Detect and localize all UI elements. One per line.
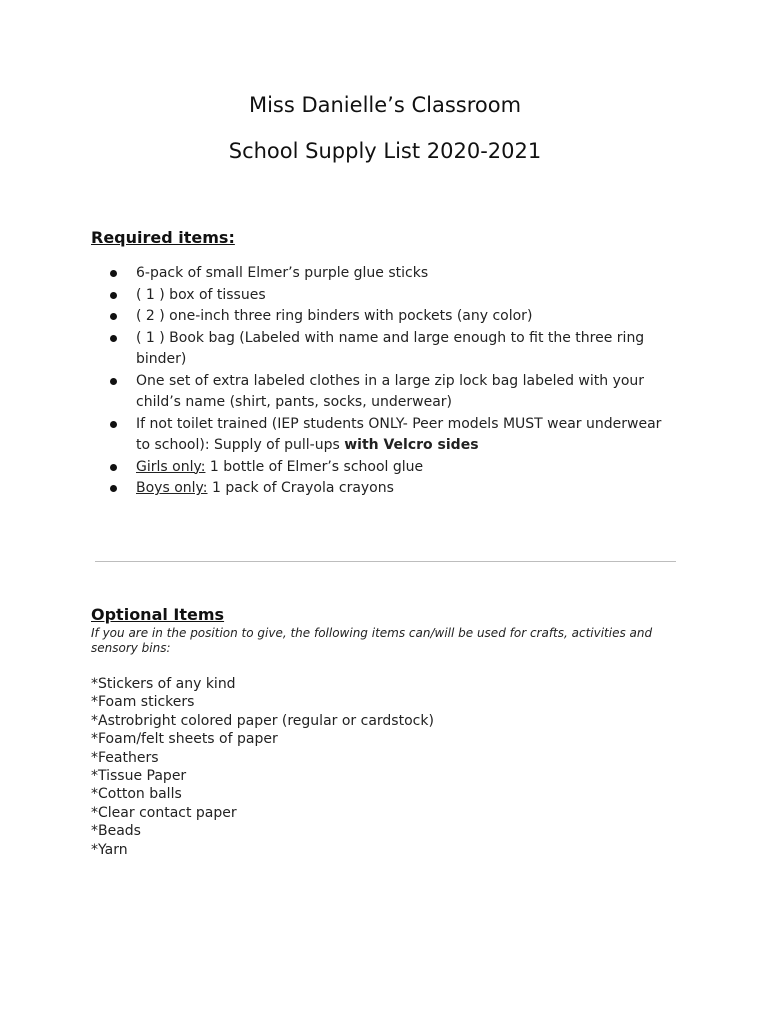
list-item: *Stickers of any kind [91, 676, 236, 692]
optional-items-list [91, 675, 691, 859]
bullet-icon [110, 378, 117, 385]
list-item: *Yarn [91, 841, 128, 858]
bullet-icon [110, 485, 117, 492]
bullet-icon [110, 335, 117, 342]
optional-items-note: If you are in the position to give, the following items can/will be used for crafts, activities and sensory bins: [91, 626, 653, 655]
list-item: *Foam stickers [91, 694, 195, 711]
list-item: ( 1 ) Book bag (Labeled with name and large enough to fit the three ring binder) [108, 328, 678, 371]
bullet-icon [110, 292, 117, 299]
optional-items-heading: Optional Items [91, 605, 225, 624]
list-item: *Tissue Paper [91, 768, 187, 785]
horizontal-divider [95, 561, 676, 562]
bullet-icon [110, 464, 117, 471]
list-item: 6-pack of small Elmer’s purple glue sticks [108, 263, 678, 285]
supply-list-title: School Supply List 2020-2021 [228, 139, 542, 163]
list-item: If not toilet trained (IEP students ONLY- Peer models MUST wear underwear to school): Supply of pull-ups with Velcro sides [108, 414, 678, 457]
list-item: Boys only: 1 pack of Crayola crayons [108, 478, 678, 500]
list-item: *Cotton balls [91, 786, 182, 803]
list-item: *Feathers [91, 749, 159, 766]
classroom-title: Miss Danielle’s Classroom [248, 93, 522, 117]
list-item: *Astrobright colored paper (regular or cardstock) [91, 712, 434, 729]
list-item: ( 2 ) one-inch three ring binders with pockets (any color) [108, 306, 678, 328]
boys-only-label: Boys only: [136, 480, 208, 496]
velcro-emphasis: with Velcro sides [344, 437, 479, 453]
girls-only-label: Girls only: [136, 458, 206, 475]
list-item: *Foam/felt sheets of paper [91, 731, 278, 748]
bullet-icon [110, 313, 117, 320]
bullet-icon [110, 270, 117, 277]
list-item: Girls only: 1 bottle of Elmer’s school glue [108, 457, 678, 479]
list-item: ( 1 ) box of tissues [108, 285, 678, 307]
required-items-list [108, 263, 678, 500]
list-item: One set of extra labeled clothes in a large zip lock bag labeled with your child’s name (shirt, pants, socks, underwear) [108, 371, 678, 414]
required-items-heading: Required items: [91, 228, 235, 247]
bullet-icon [110, 421, 117, 428]
list-item: *Beads [91, 823, 141, 840]
list-item: *Clear contact paper [91, 804, 237, 821]
